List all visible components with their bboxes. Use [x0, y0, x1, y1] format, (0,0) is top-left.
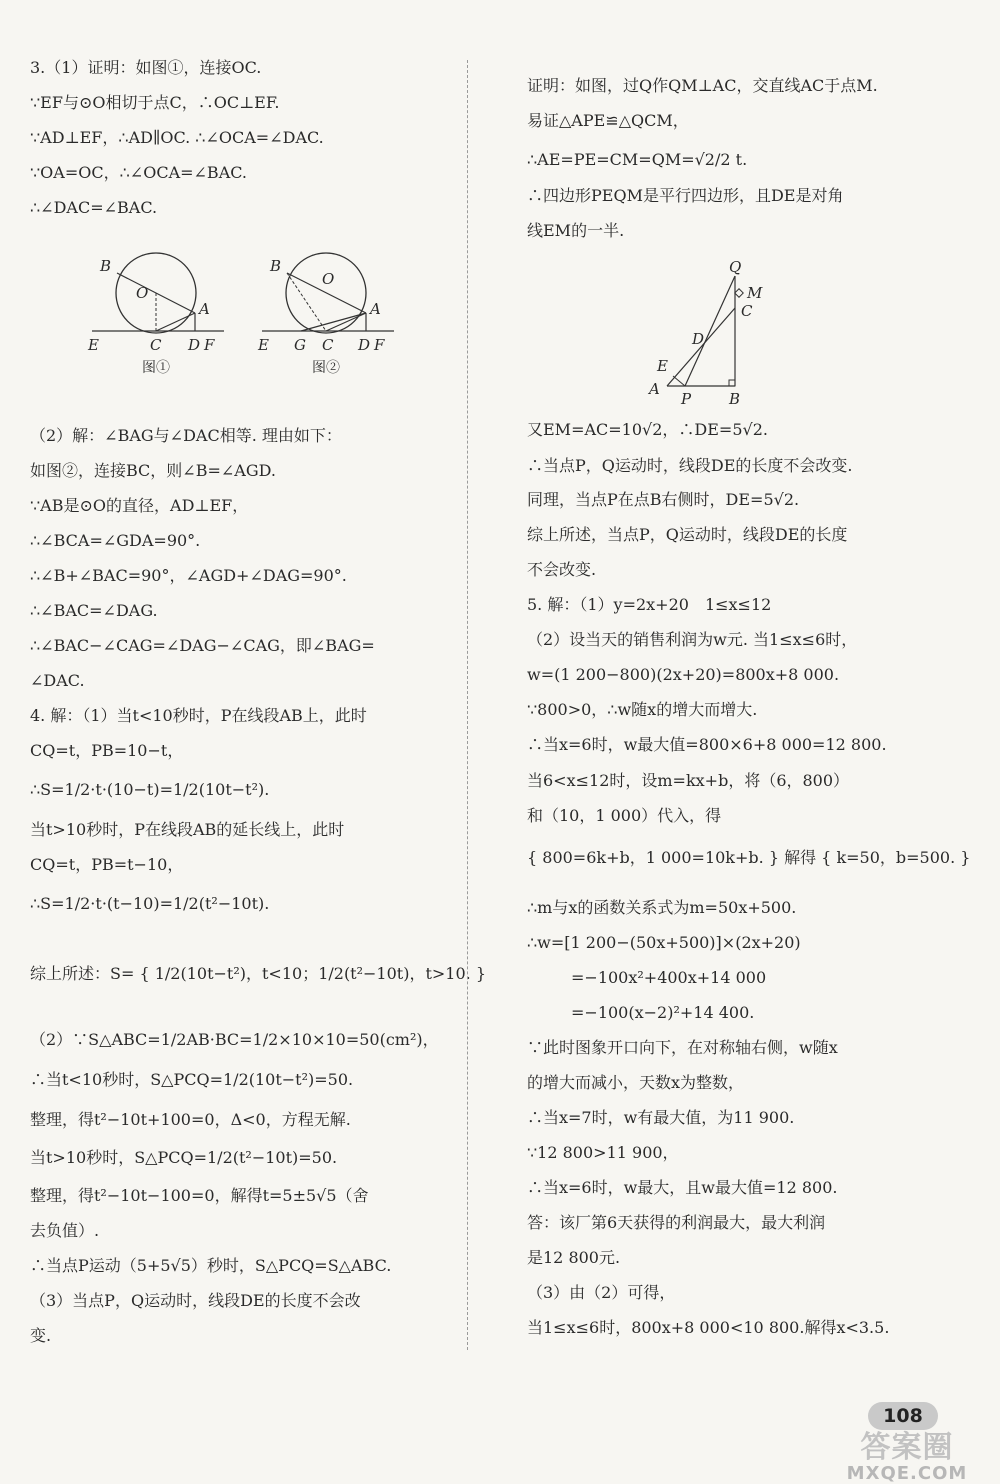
- text-line: ∴当x=6时，w最大，且w最大值=12 800.: [527, 1178, 838, 1197]
- text-line: ∴∠BAC=∠DAG.: [30, 601, 158, 620]
- text-line: { 800=6k+b，1 000=10k+b. } 解得 { k=50，b=500. }: [527, 848, 971, 867]
- point-label: C: [322, 336, 334, 354]
- point-label: B: [729, 390, 741, 408]
- text-line: 当1≤x≤6时，800x+8 000<10 800.解得x<3.5.: [527, 1318, 890, 1337]
- text-line: ∵AB是⊙O的直径，AD⊥EF，: [30, 496, 249, 515]
- text-line: ∴w=[1 200−(50x+500)]×(2x+20): [527, 933, 801, 952]
- point-label: D: [188, 336, 201, 354]
- text-line: （3）当点P，Q运动时，线段DE的长度不会改: [30, 1291, 361, 1310]
- text-line: 证明：如图，过Q作QM⊥AC，交直线AC于点M.: [527, 76, 878, 95]
- text-line: 同理，当点P在点B右侧时，DE=5√2.: [527, 490, 800, 509]
- text-line: w=(1 200−800)(2x+20)=800x+8 000.: [527, 665, 840, 684]
- text-line: 的增大而减小，天数x为整数，: [527, 1073, 745, 1092]
- text-line: CQ=t，PB=t−10，: [30, 855, 184, 874]
- text-line: 整理，得t²−10t+100=0，Δ<0，方程无解.: [30, 1110, 351, 1129]
- text-line: ∵12 800>11 900，: [527, 1143, 679, 1162]
- text-line: 当6<x≤12时，设m=kx+b，将（6，800）: [527, 771, 850, 790]
- figure-caption: 图②: [312, 360, 340, 376]
- watermark-cn: 答案圈: [860, 1430, 954, 1465]
- point-label: A: [649, 380, 660, 398]
- text-line: ∴∠DAC=∠BAC.: [30, 198, 158, 217]
- point-label: F: [204, 336, 215, 354]
- segment-bc: [287, 273, 326, 331]
- text-line: ∴∠B+∠BAC=90°，∠AGD+∠DAG=90°.: [30, 566, 347, 585]
- text-line: ∴m与x的函数关系式为m=50x+500.: [527, 898, 797, 917]
- point-label: B: [270, 257, 282, 275]
- point-label: E: [88, 336, 99, 354]
- text-line: 综上所述，当点P，Q运动时，线段DE的长度: [527, 525, 848, 544]
- text-line: （2）设当天的销售利润为w元. 当1≤x≤6时，: [527, 630, 858, 649]
- text-line: 3.（1）证明：如图①，连接OC.: [30, 58, 262, 77]
- point-label: F: [374, 336, 385, 354]
- point-label: B: [100, 257, 112, 275]
- point-label: A: [199, 300, 210, 318]
- text-line: （2）∵S△ABC=1/2AB·BC=1/2×10×10=50(cm²)，: [30, 1030, 439, 1049]
- text-line: 和（10，1 000）代入，得: [527, 806, 722, 825]
- text-line: 又EM=AC=10√2，∴DE=5√2.: [527, 420, 768, 439]
- watermark: [822, 1432, 992, 1484]
- text-line: 如图②，连接BC，则∠B=∠AGD.: [30, 461, 276, 480]
- text-line: ∵此时图象开口向下，在对称轴右侧，w随x: [527, 1038, 838, 1057]
- point-label: G: [294, 336, 306, 354]
- column-divider: [467, 60, 468, 1350]
- point-label: E: [657, 357, 668, 375]
- text-line: 综上所述：S= { 1/2(10t−t²)，t<10；1/2(t²−10t)，t>10. }: [30, 964, 487, 983]
- text-line: 整理，得t²−10t−100=0，解得t=5±5√5（舍: [30, 1186, 369, 1205]
- text-line: CQ=t，PB=10−t，: [30, 741, 184, 760]
- point-label: O: [322, 270, 335, 288]
- text-line: ∴当x=6时，w最大值=800×6+8 000=12 800.: [527, 735, 887, 754]
- circle-figures: [86, 238, 416, 378]
- text-line: ∴∠BAC−∠CAG=∠DAG−∠CAG，即∠BAG=: [30, 636, 375, 655]
- text-line: ∴S=1/2·t·(t−10)=1/2(t²−10t).: [30, 894, 270, 913]
- page-number: 108: [868, 1402, 938, 1430]
- text-line: 变.: [30, 1326, 52, 1345]
- text-line: ∵800>0，∴w随x的增大而增大.: [527, 700, 758, 719]
- point-label: E: [258, 336, 269, 354]
- text-line: ∴当x=7时，w有最大值，为11 900.: [527, 1108, 795, 1127]
- point-label: M: [747, 284, 763, 302]
- text-line: ∴S=1/2·t·(10−t)=1/2(10t−t²).: [30, 780, 270, 799]
- triangle-figure: [643, 258, 773, 408]
- right-angle-mark: [735, 289, 743, 297]
- text-line: （3）由（2）可得，: [527, 1283, 676, 1302]
- text-line: ∠DAC.: [30, 671, 85, 690]
- text-line: ∵AD⊥EF，∴AD∥OC. ∴∠OCA=∠DAC.: [30, 128, 324, 147]
- point-label: Q: [729, 258, 742, 276]
- point-label: C: [741, 302, 753, 320]
- text-line: 当t>10秒时，P在线段AB的延长线上，此时: [30, 820, 345, 839]
- figure-caption: 图①: [142, 360, 170, 376]
- text-line: ∴∠BCA=∠GDA=90°.: [30, 531, 201, 550]
- text-line: 去负值）.: [30, 1221, 100, 1240]
- text-line: 是12 800元.: [527, 1248, 621, 1267]
- point-label: D: [692, 330, 705, 348]
- text-line: ∴当点P运动（5+5√5）秒时，S△PCQ=S△ABC.: [30, 1256, 392, 1275]
- text-line: ∴四边形PEQM是平行四边形，且DE是对角: [527, 186, 844, 205]
- text-line: ∴当t<10秒时，S△PCQ=1/2(10t−t²)=50.: [30, 1070, 354, 1089]
- text-line: 5. 解：（1）y=2x+20 1≤x≤12: [527, 595, 772, 614]
- point-label: D: [358, 336, 371, 354]
- watermark-url: MXQE.COM: [846, 1463, 968, 1484]
- text-line: 当t>10秒时，S△PCQ=1/2(t²−10t)=50.: [30, 1148, 338, 1167]
- text-line: 4. 解：（1）当t<10秒时，P在线段AB上，此时: [30, 706, 367, 725]
- point-label: A: [370, 300, 381, 318]
- text-line: 易证△APE≌△QCM，: [527, 111, 689, 130]
- point-label: P: [681, 390, 692, 408]
- text-line: ∴AE=PE=CM=QM=√2/2 t.: [527, 150, 748, 169]
- text-line: （2）解：∠BAG与∠DAC相等. 理由如下：: [30, 426, 342, 445]
- text-line: 线EM的一半.: [527, 221, 625, 240]
- text-line: 答：该厂第6天获得的利润最大，最大利润: [527, 1213, 826, 1232]
- text-line: =−100(x−2)²+14 400.: [571, 1003, 755, 1022]
- point-label: C: [150, 336, 162, 354]
- text-line: 不会改变.: [527, 560, 597, 579]
- point-label: O: [136, 284, 149, 302]
- segment-pe: [673, 376, 685, 386]
- segment-ga: [301, 313, 366, 331]
- text-line: ∵EF与⊙O相切于点C，∴OC⊥EF.: [30, 93, 280, 112]
- right-angle-mark: [729, 380, 735, 386]
- text-line: =−100x²+400x+14 000: [571, 968, 767, 987]
- text-line: ∵OA=OC，∴∠OCA=∠BAC.: [30, 163, 248, 182]
- text-line: ∴当点P，Q运动时，线段DE的长度不会改变.: [527, 456, 853, 475]
